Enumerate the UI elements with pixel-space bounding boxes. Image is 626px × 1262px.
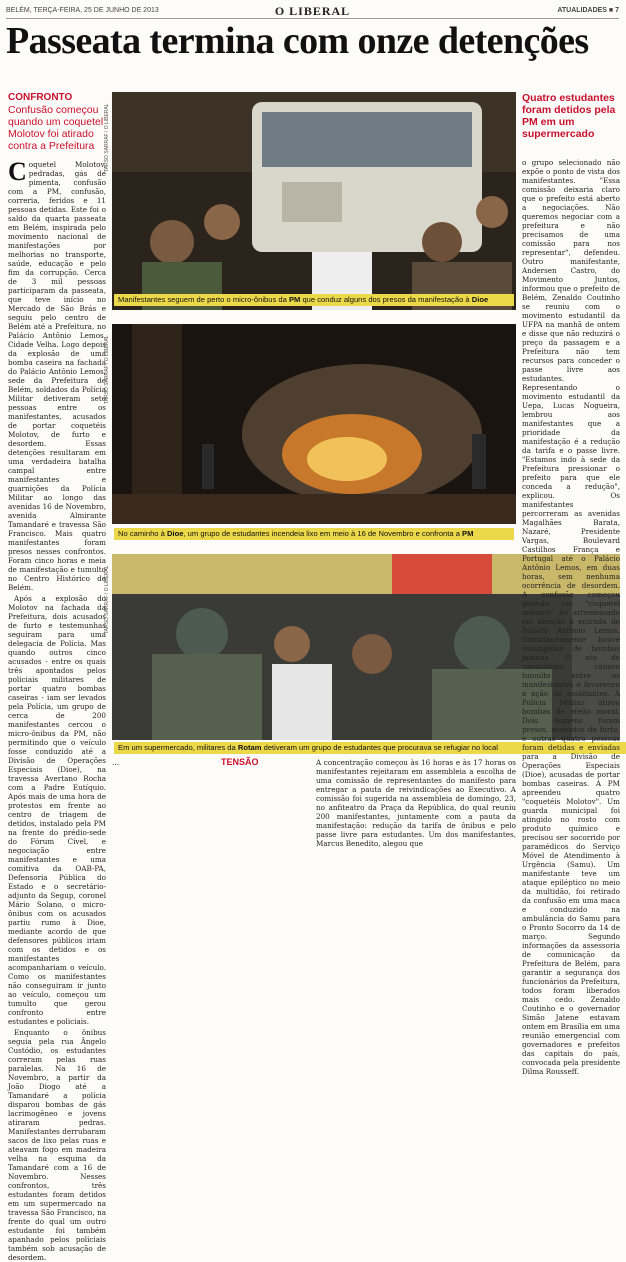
article-paragraph-2: Após a explosão do Molotov na fachada da Prefeitura, dois acusados de furto e testemunhas seguiram para uma delegacia de Polícia. Mas quando outros cinco acusados - entre os quais três apontados pelos policiais militares de portar quatro bombas caseiras - iam ser levados pela Polícia, um grupo de cerca de 200 manifestantes cercou o micro-ônibus da PM, não permitindo que o veículo fosse conduzido até a Divisão de Operações Especiais (Dioe), na travessa Avertano Rocha com a Padre Eutíquio. Após mais de uma hora de protestos em frente ao centro de triagem de detidos, instalado pela PM na frente do prédio-sede do Fórum Cível, e negociação entre manifestantes e uma comitiva da OAB-PA, Defensoria Pública do Estado e o secretário-adjunto da Segup, coronel Mário Solano, o micro-ônibus com os acusados partiu rumo à Dioe, mediante acordo de que defensores públicos iriam com os detidos e os manifestantes acompanhariam o veículo. Como os manifestantes não conseguiram ir junto ao veículo, começou um tumulto que gerou confronto entre estudantes e policiais. [8, 594, 106, 1026]
article-paragraph-1: oquetel Molotov, pedradas, gás de pimenta, confusão com a PM, confusão, correria, feridos e 11 pessoas detidas. Este foi o saldo da quarta passeata em Belém, inspirada pelo movimento nacional de manifestações por melhorias no transporte, saúde, educação e pelo fim da corrupção. Cerca de 3 mil pessoas participaram da passeata, que teve início no Mercado de São Brás e seguiu pelo centro de Belém até a Prefeitura, no Palácio Antônio Lemos, Cidade Velha. Logo depois da explosão de uma bomba caseira na fachada do Palácio Antônio Lemos, sede da Prefeitura de Belém, soldados da Polícia Militar detiveram sete pessoas entre os manifestantes, acusados de portar coquetéis Molotov, de furto e desordem. Essas detenções resultaram em uma verdadeira batalha campal entre manifestantes e guarnições da Polícia Militar ao longo das avenidas 16 de Novembro, avenida Almirante Tamandaré e travessa São Francisco. Mais quatro manifestantes foram presos nesses confrontos. Foram cinco horas e meia de manifestação e tumulto no Centro Histórico de Belém. [8, 160, 106, 592]
caption-text: Em um supermercado, militares da [118, 743, 238, 752]
caption-text: detiveram um grupo de estudantes que procurava se refugiar no local [261, 743, 498, 752]
caption-bold: PM [288, 295, 301, 304]
caption-bold: Dioe [471, 295, 489, 304]
photo-credit-1: TARSO SARRAF / O LIBERAL [104, 103, 110, 172]
photo-burning-trash [112, 324, 516, 524]
article-headline: Passeata termina com onze detenções [6, 20, 589, 62]
drop-cap: C [8, 157, 27, 186]
article-kicker: CONFRONTO [8, 92, 73, 103]
photo-caption-2 [114, 528, 514, 540]
caption-text: , um grupo de estudantes incendeia lixo em meio à 16 de Novembro e confronta a [183, 529, 463, 538]
edition-date: BELÉM, TERÇA-FEIRA, 25 DE JUNHO DE 2013 [6, 7, 159, 14]
caption-bold: PM [462, 529, 474, 538]
photo-bus-protesters [112, 92, 516, 310]
article-bottom-columns [112, 758, 312, 840]
caption-bold: Dioe [166, 529, 184, 538]
caption-bold: Rotam [237, 743, 262, 752]
photo-credit-2: TARSO SARRAF / O LIBERAL [104, 335, 110, 404]
photo-caption-1 [114, 294, 514, 306]
caption-text: Manifestantes seguem de perto o micro-ônibus da [118, 295, 289, 304]
article-tension-column: A concentração começou às 16 horas e às 17 horas os manifestantes rejeitaram em assembleia a escolha de uma comissão de representantes do manifesto para entregar a pauta de reivindicações ao Executivo. A comissão foi sugerida na assembleia de domingo, 23, no anfiteatro da Praça da República, do qual reuniu 200 manifestantes, juntamente com a pauta da manifestação: redução da tarifa de ônibus e pelo passe livre para estudantes. Um dos manifestantes, Marcus Benedito, alegou que [316, 758, 516, 848]
photo-credit-3: TARSO SARRAF / O LIBERAL [104, 565, 110, 634]
subhead-tension: TENSÃO [221, 757, 259, 767]
article-deck: Confusão começou quando um coquetel Molotov foi atirado contra a Prefeitura [8, 104, 104, 152]
article-column-1 [8, 157, 106, 1262]
caption-text: que conduz alguns dos presos da manifestação à [300, 295, 472, 304]
article-paragraph-3-continued: … [112, 758, 120, 767]
section-label: ATUALIDADES ■ 7 [557, 7, 619, 14]
newspaper-brand: O LIBERAL [274, 4, 351, 18]
article-column-right: o grupo selecionado não expõe o ponto de vista dos manifestantes. "Essa comissão deixaria claro que o prefeito está aberto a negociações. Não queremos negociar com a prefeitura e não precisamos de uma comissão para nos representar", defendeu. Outro manifestante, Andersen Castro, do Movimento Juntos, informou que o prefeito de Belém, Zenaldo Coutinho se reuniu com o movimento estudantil da UFPA na manhã de ontem e disse que não reduzirá o preço da passagem e a Prefeitura não tem recursos para conceder o passe livre aos estudantes. Representando o movimento estudantil da Uepa, Lucas Nogueira, lembrou aos manifestantes que a prioridade da manifestação é a redução da tarifa e o passe livre. "Estamos indo à sede da Prefeitura pressionar o prefeito para que ele conceda a redução", explicou. Os manifestantes percorreram as avenidas Magalhães Barata, Nazaré, Presidente Vargas, Boulevard Castilhos França e Portugal até o Palácio Antônio Lemos, em duas horas, sem nenhuma ocorrência de desordem. A confusão começou quando um "coquetel molotov" foi arremessado em direção à entrada do Palácio Antônio Lemos. Simultaneamente houve estampidos de bombas juninas. O ato de vandalismo causou tumulto entre os manifestantes e favoreceu a ação de assaltantes. A Polícia Militar atirou bombas de efeito moral. Dois homens foram presos, acusados de furto, e outras quatro pessoas foram detidas e enviadas para a Divisão de Operações Especiais (Dioe), acusadas de portar bombas caseiras. A PM apreendeu quatro "coquetéis Molotov". Um guarda municipal foi atingido no rosto com produto químico e precisou ser socorrido por paramédicos do Serviço Móvel de Atendimento à Urgência (Samu). Um manifestante teve um ataque epiléptico no meio da multidão, foi retirado da confusão em uma maca e conduzido na ambulância do Samu para o Pronto Socorro da 14 de março. Segundo informações da assessoria de comunicação da Prefeitura de Belém, para garantir a segurança dos funcionários da Prefeitura, todos foram liberados mais cedo. Zenaldo Coutinho e o governador Simão Jatene estavam ontem em Brasília em uma reunião emergencial com governadores e prefeitos das capitais do país, convocada pela presidente Dilma Rousseff. [522, 158, 620, 1076]
caption-text: No caminho à [118, 529, 167, 538]
page-header [6, 4, 619, 19]
side-headline: Quatro estudantes foram detidos pela PM em um supermercado [522, 92, 616, 140]
article-paragraph-3: Enquanto o ônibus seguia pela rua Ângelo Custódio, os estudantes correram pelas ruas paralelas. Na 16 de Novembro, a partir da João Diogo até a Tamandaré a polícia disparou bombas de gás lacrimogêneo e jovens atiraram pedras. Manifestantes derrubaram sacos de lixo pelas ruas e ateavam fogo em madeira velha na esquina da Tamandaré com a 16 de Novembro. Nesses confrontos, três estudantes foram detidos em um supermercado na travessa São Francisco, na frente do qual um outro estudante foi também apanhado pelos policiais também sob acusação de desordem. [8, 1028, 106, 1262]
